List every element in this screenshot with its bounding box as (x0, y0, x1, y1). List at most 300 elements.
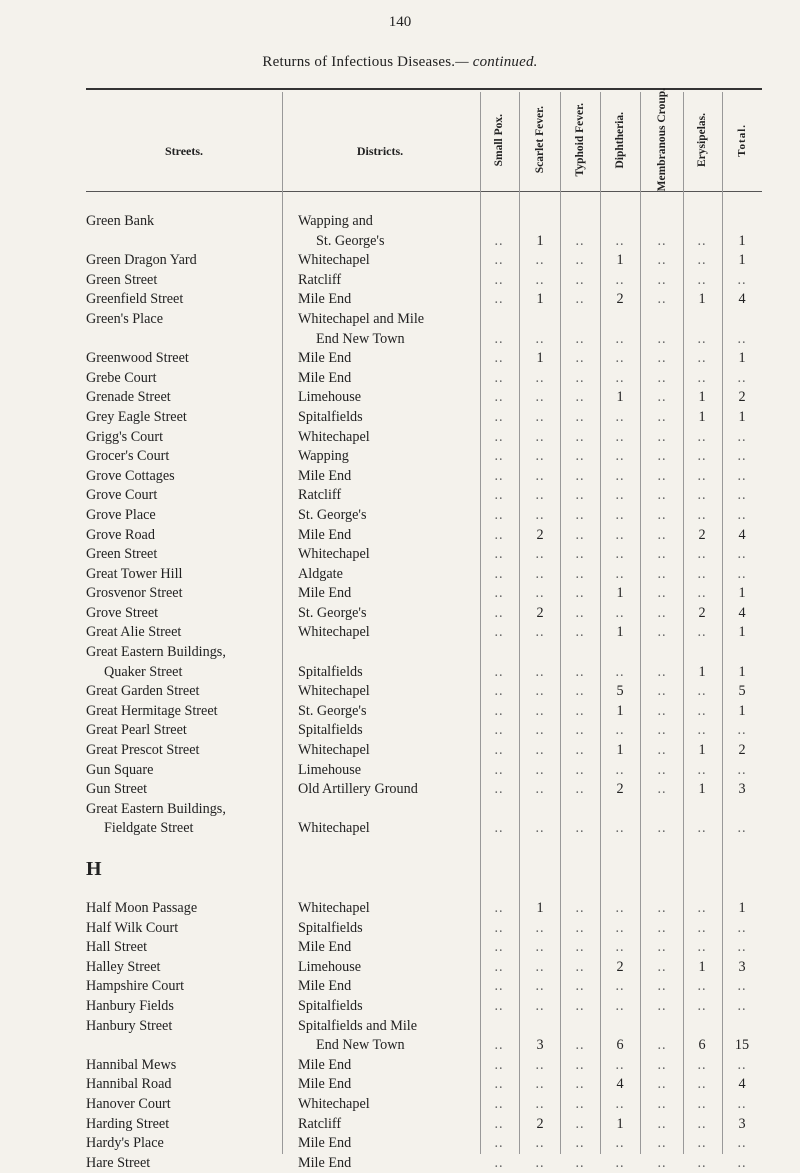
membranous-croup-cell: .. (657, 742, 667, 759)
typhoid-fever-cell: .. (575, 1154, 585, 1171)
district-name: Mile End (298, 467, 352, 484)
small-pox-cell: .. (494, 271, 504, 288)
membranous-croup-cell: .. (657, 1095, 667, 1112)
small-pox-cell: .. (494, 663, 504, 680)
diphtheria-cell: 2 (616, 781, 624, 798)
table-row (0, 1154, 800, 1173)
small-pox-cell: .. (494, 448, 504, 465)
district-name: Mile End (298, 939, 352, 956)
membranous-croup-cell: .. (657, 820, 667, 837)
small-pox-cell: .. (494, 604, 504, 621)
district-name: Mile End (298, 1135, 352, 1152)
district-name: Whitechapel (298, 1095, 370, 1112)
small-pox-cell: .. (494, 546, 504, 563)
small-pox-cell: .. (494, 1154, 504, 1171)
erysipelas-cell: .. (697, 350, 707, 367)
typhoid-fever-cell: .. (575, 958, 585, 975)
header-streets: Streets. (164, 144, 204, 158)
district-name: Spitalfields (298, 722, 363, 739)
street-name: Hanbury Street (86, 1017, 173, 1034)
district-name: St. George's (298, 506, 367, 523)
total-cell: 3 (738, 958, 746, 975)
street-name: Grebe Court (86, 369, 157, 386)
membranous-croup-cell: .. (657, 939, 667, 956)
diphtheria-cell: .. (615, 487, 625, 504)
scarlet-fever-cell: 3 (536, 1037, 544, 1054)
street-name: Half Wilk Court (86, 919, 179, 936)
small-pox-cell: .. (494, 330, 504, 347)
header-membranous-croup-label: Membranous Croup. (656, 88, 668, 192)
street-name: Grenade Street (86, 389, 171, 406)
membranous-croup-cell: .. (657, 1154, 667, 1171)
scarlet-fever-cell: .. (535, 389, 545, 406)
small-pox-cell: .. (494, 408, 504, 425)
street-name: Gun Street (86, 781, 148, 798)
erysipelas-cell: .. (697, 1056, 707, 1073)
scarlet-fever-cell: .. (535, 1135, 545, 1152)
small-pox-cell: .. (494, 369, 504, 386)
street-name: Grove Road (86, 526, 155, 543)
scarlet-fever-cell: .. (535, 565, 545, 582)
district-name: Mile End (298, 978, 352, 995)
header-membranous-croup (642, 88, 682, 192)
diphtheria-cell: .. (615, 271, 625, 288)
table-row (0, 1075, 800, 1095)
membranous-croup-cell: .. (657, 546, 667, 563)
erysipelas-cell: .. (697, 506, 707, 523)
scarlet-fever-cell: .. (535, 742, 545, 759)
district-name: Whitechapel and Mile (298, 310, 425, 327)
total-cell: 4 (738, 604, 746, 621)
header-diphtheria-label: Diphtheria. (614, 111, 626, 169)
erysipelas-cell: .. (697, 997, 707, 1014)
table-row (0, 682, 800, 702)
typhoid-fever-cell: .. (575, 232, 585, 249)
membranous-croup-cell: .. (657, 624, 667, 641)
diphtheria-cell: 1 (616, 389, 624, 406)
street-name: Hanover Court (86, 1095, 171, 1112)
small-pox-cell: .. (494, 467, 504, 484)
membranous-croup-cell: .. (657, 683, 667, 700)
table-row (0, 1056, 800, 1076)
scarlet-fever-cell: .. (535, 428, 545, 445)
table-row (0, 958, 800, 978)
header-diphtheria (600, 94, 640, 186)
total-cell: 1 (738, 232, 746, 249)
street-name: Great Prescot Street (86, 742, 200, 759)
district-name: Mile End (298, 1154, 352, 1171)
page-title (0, 54, 800, 71)
scarlet-fever-cell: .. (535, 467, 545, 484)
street-name: Hare Street (86, 1154, 151, 1171)
erysipelas-cell: 1 (698, 781, 706, 798)
total-cell: 15 (734, 1037, 750, 1054)
table-row (0, 800, 800, 839)
diphtheria-cell: .. (615, 448, 625, 465)
typhoid-fever-cell: .. (575, 624, 585, 641)
erysipelas-cell: .. (697, 448, 707, 465)
membranous-croup-cell: .. (657, 350, 667, 367)
header-typhoid-fever-label: Typhoid Fever. (574, 103, 586, 177)
district-name: Ratcliff (298, 271, 342, 288)
scarlet-fever-cell: 1 (536, 232, 544, 249)
membranous-croup-cell: .. (657, 369, 667, 386)
membranous-croup-cell: .. (657, 232, 667, 249)
table-row (0, 623, 800, 643)
membranous-croup-cell: .. (657, 1037, 667, 1054)
membranous-croup-cell: .. (657, 781, 667, 798)
scarlet-fever-cell: .. (535, 330, 545, 347)
diphtheria-cell: .. (615, 939, 625, 956)
erysipelas-cell: .. (697, 761, 707, 778)
total-cell: .. (737, 919, 747, 936)
district-name: Whitechapel (298, 900, 370, 916)
street-name: Greenfield Street (86, 291, 184, 308)
diphtheria-cell: 5 (616, 683, 624, 700)
district-name: Spitalfields and Mile (298, 1017, 418, 1034)
scarlet-fever-cell: .. (535, 448, 545, 465)
district-name: Spitalfields (298, 408, 363, 425)
table-row (0, 212, 800, 251)
total-cell: .. (737, 330, 747, 347)
table-row (0, 702, 800, 722)
table-row (0, 1115, 800, 1135)
district-name: Limehouse (298, 389, 362, 406)
header-scarlet-fever-label: Scarlet Fever. (534, 106, 546, 174)
diphtheria-cell: .. (615, 997, 625, 1014)
district-name: Ratcliff (298, 487, 342, 504)
scarlet-fever-cell: .. (535, 939, 545, 956)
erysipelas-cell: 6 (698, 1037, 706, 1054)
scarlet-fever-cell: .. (535, 978, 545, 995)
district-name: St. George's (298, 604, 367, 621)
scarlet-fever-cell: .. (535, 624, 545, 641)
typhoid-fever-cell: .. (575, 350, 585, 367)
diphtheria-cell: .. (615, 722, 625, 739)
total-cell: .. (737, 761, 747, 778)
small-pox-cell: .. (494, 781, 504, 798)
diphtheria-cell: .. (615, 330, 625, 347)
small-pox-cell: .. (494, 1135, 504, 1152)
table-row (0, 977, 800, 997)
small-pox-cell: .. (494, 958, 504, 975)
typhoid-fever-cell: .. (575, 526, 585, 543)
district-name: Whitechapel (298, 428, 370, 445)
street-name: Halley Street (86, 958, 161, 975)
small-pox-cell: .. (494, 526, 504, 543)
total-cell: .. (737, 997, 747, 1014)
diphtheria-cell: 1 (616, 624, 624, 641)
street-name: Gun Square (86, 761, 154, 778)
street-name: Grosvenor Street (86, 585, 183, 602)
street-name: Grove Street (86, 604, 159, 621)
street-name: Grigg's Court (86, 428, 164, 445)
table-row (0, 741, 800, 761)
typhoid-fever-cell: .. (575, 683, 585, 700)
district-name: Wapping and (298, 213, 373, 229)
small-pox-cell: .. (494, 820, 504, 837)
erysipelas-cell: .. (697, 683, 707, 700)
small-pox-cell: .. (494, 919, 504, 936)
small-pox-cell: .. (494, 585, 504, 602)
diphtheria-cell: .. (615, 1154, 625, 1171)
typhoid-fever-cell: .. (575, 1056, 585, 1073)
diphtheria-cell: 1 (616, 742, 624, 759)
membranous-croup-cell: .. (657, 330, 667, 347)
street-name: Greenwood Street (86, 350, 189, 367)
scarlet-fever-cell: .. (535, 781, 545, 798)
total-cell: .. (737, 1154, 747, 1171)
district-name: Ratcliff (298, 1115, 342, 1132)
scarlet-fever-cell: .. (535, 820, 545, 837)
district-name: St. George's (316, 232, 385, 249)
page-number: 140 (388, 14, 412, 30)
membranous-croup-cell: .. (657, 663, 667, 680)
total-cell: 1 (738, 350, 746, 367)
street-name: Hardy's Place (86, 1135, 164, 1152)
small-pox-cell: .. (494, 978, 504, 995)
erysipelas-cell: 1 (698, 958, 706, 975)
membranous-croup-cell: .. (657, 997, 667, 1014)
membranous-croup-cell: .. (657, 761, 667, 778)
scarlet-fever-cell: .. (535, 369, 545, 386)
diphtheria-cell: .. (615, 232, 625, 249)
total-cell: 1 (738, 408, 746, 425)
scarlet-fever-cell: .. (535, 702, 545, 719)
total-cell: .. (737, 939, 747, 956)
table-row (0, 761, 800, 781)
diphtheria-cell: 2 (616, 291, 624, 308)
street-name: Green Bank (86, 213, 155, 229)
small-pox-cell: .. (494, 1076, 504, 1093)
table-row (0, 486, 800, 506)
small-pox-cell: .. (494, 487, 504, 504)
typhoid-fever-cell: .. (575, 1115, 585, 1132)
header-erysipelas-label: Erysipelas. (696, 113, 708, 167)
header-erysipelas (682, 94, 722, 186)
table-row (0, 388, 800, 408)
erysipelas-cell: 1 (698, 291, 706, 308)
membranous-croup-cell: .. (657, 389, 667, 406)
erysipelas-cell: 1 (698, 663, 706, 680)
total-cell: 5 (738, 683, 746, 700)
total-cell: 4 (738, 526, 746, 543)
table-row (0, 271, 800, 291)
street-name: Half Moon Passage (86, 900, 198, 916)
table-row (0, 447, 800, 467)
total-cell: .. (737, 487, 747, 504)
small-pox-cell: .. (494, 761, 504, 778)
membranous-croup-cell: .. (657, 1076, 667, 1093)
table-body (0, 212, 800, 1173)
small-pox-cell: .. (494, 1095, 504, 1112)
title-continued: — continued. (455, 54, 538, 70)
table-row (0, 408, 800, 428)
membranous-croup-cell: .. (657, 252, 667, 269)
table-row (0, 780, 800, 800)
header-small-pox-label: Small Pox. (493, 113, 505, 167)
typhoid-fever-cell: .. (575, 487, 585, 504)
table-row (0, 526, 800, 546)
diphtheria-cell: 6 (616, 1037, 624, 1054)
erysipelas-cell: .. (697, 900, 707, 916)
total-cell: .. (737, 1056, 747, 1073)
total-cell: .. (737, 978, 747, 995)
table-row (0, 938, 800, 958)
table-row (0, 251, 800, 271)
total-cell: .. (737, 448, 747, 465)
street-name: Grove Court (86, 487, 158, 504)
erysipelas-cell: .. (697, 1095, 707, 1112)
table-row (0, 1095, 800, 1115)
table-row (0, 643, 800, 682)
erysipelas-cell: .. (697, 1154, 707, 1171)
street-name: Hanbury Fields (86, 997, 174, 1014)
membranous-croup-cell: .. (657, 271, 667, 288)
diphtheria-cell: .. (615, 369, 625, 386)
scarlet-fever-cell: 2 (536, 526, 544, 543)
erysipelas-cell: 1 (698, 408, 706, 425)
small-pox-cell: .. (494, 565, 504, 582)
small-pox-cell: .. (494, 683, 504, 700)
scarlet-fever-cell: .. (535, 919, 545, 936)
scarlet-fever-cell: .. (535, 487, 545, 504)
total-cell: 1 (738, 900, 746, 916)
scarlet-fever-cell: 2 (536, 604, 544, 621)
total-cell: 3 (738, 781, 746, 798)
header-total (722, 94, 762, 186)
total-cell: 3 (738, 1115, 746, 1132)
erysipelas-cell: .. (697, 252, 707, 269)
small-pox-cell: .. (494, 252, 504, 269)
small-pox-cell: .. (494, 624, 504, 641)
district-name: Limehouse (298, 761, 362, 778)
district-name: End New Town (316, 1037, 405, 1054)
erysipelas-cell: .. (697, 624, 707, 641)
total-cell: 4 (738, 1076, 746, 1093)
membranous-croup-cell: .. (657, 1056, 667, 1073)
header-scarlet-fever (520, 94, 560, 186)
membranous-croup-cell: .. (657, 291, 667, 308)
typhoid-fever-cell: .. (575, 330, 585, 347)
diphtheria-cell: .. (615, 506, 625, 523)
small-pox-cell: .. (494, 1115, 504, 1132)
typhoid-fever-cell: .. (575, 781, 585, 798)
small-pox-cell: .. (494, 350, 504, 367)
erysipelas-cell: .. (697, 1115, 707, 1132)
small-pox-cell: .. (494, 389, 504, 406)
table-row (0, 997, 800, 1017)
district-name: Spitalfields (298, 919, 363, 936)
scarlet-fever-cell: .. (535, 506, 545, 523)
street-name: Great Eastern Buildings, (86, 800, 226, 817)
typhoid-fever-cell: .. (575, 761, 585, 778)
membranous-croup-cell: .. (657, 565, 667, 582)
typhoid-fever-cell: .. (575, 252, 585, 269)
small-pox-cell: .. (494, 702, 504, 719)
typhoid-fever-cell: .. (575, 506, 585, 523)
scarlet-fever-cell: .. (535, 761, 545, 778)
typhoid-fever-cell: .. (575, 1076, 585, 1093)
table-row (0, 1017, 800, 1056)
district-name: Mile End (298, 1076, 352, 1093)
street-name: Hannibal Road (86, 1076, 172, 1093)
total-cell: .. (737, 565, 747, 582)
typhoid-fever-cell: .. (575, 722, 585, 739)
street-name: Green's Place (86, 310, 164, 327)
small-pox-cell: .. (494, 232, 504, 249)
total-cell: .. (737, 271, 747, 288)
diphtheria-cell: .. (615, 919, 625, 936)
small-pox-cell: .. (494, 506, 504, 523)
typhoid-fever-cell: .. (575, 604, 585, 621)
diphtheria-cell: .. (615, 408, 625, 425)
street-name: Great Pearl Street (86, 722, 187, 739)
scarlet-fever-cell: .. (535, 252, 545, 269)
typhoid-fever-cell: .. (575, 389, 585, 406)
membranous-croup-cell: .. (657, 958, 667, 975)
membranous-croup-cell: .. (657, 919, 667, 936)
scarlet-fever-cell: .. (535, 1056, 545, 1073)
scarlet-fever-cell: .. (535, 958, 545, 975)
total-cell: 4 (738, 291, 746, 308)
membranous-croup-cell: .. (657, 1135, 667, 1152)
diphtheria-cell: .. (615, 663, 625, 680)
diphtheria-cell: .. (615, 1135, 625, 1152)
street-name: Great Tower Hill (86, 565, 183, 582)
street-name: Grove Place (86, 506, 156, 523)
scarlet-fever-cell: .. (535, 271, 545, 288)
scarlet-fever-cell: .. (535, 1076, 545, 1093)
district-name: Old Artillery Ground (298, 781, 418, 798)
typhoid-fever-cell: .. (575, 428, 585, 445)
typhoid-fever-cell: .. (575, 448, 585, 465)
district-name: Spitalfields (298, 997, 363, 1014)
total-cell: 2 (738, 742, 746, 759)
header-typhoid-fever (560, 94, 600, 186)
district-name: Mile End (298, 1056, 352, 1073)
erysipelas-cell: .. (697, 820, 707, 837)
membranous-croup-cell: .. (657, 506, 667, 523)
typhoid-fever-cell: .. (575, 546, 585, 563)
scarlet-fever-cell: 1 (536, 291, 544, 308)
district-name: Spitalfields (298, 663, 363, 680)
total-cell: .. (737, 820, 747, 837)
membranous-croup-cell: .. (657, 487, 667, 504)
small-pox-cell: .. (494, 1056, 504, 1073)
typhoid-fever-cell: .. (575, 291, 585, 308)
header-small-pox (479, 94, 519, 186)
street-name: Great Alie Street (86, 624, 182, 641)
membranous-croup-cell: .. (657, 585, 667, 602)
total-cell: 1 (738, 252, 746, 269)
total-cell: 1 (738, 702, 746, 719)
typhoid-fever-cell: .. (575, 1135, 585, 1152)
membranous-croup-cell: .. (657, 467, 667, 484)
district-name: Whitechapel (298, 624, 370, 641)
erysipelas-cell: .. (697, 369, 707, 386)
erysipelas-cell: .. (697, 939, 707, 956)
scarlet-fever-cell: .. (535, 1095, 545, 1112)
diphtheria-cell: .. (615, 565, 625, 582)
total-cell: .. (737, 467, 747, 484)
membranous-croup-cell: .. (657, 448, 667, 465)
district-name: Wapping (298, 448, 349, 465)
membranous-croup-cell: .. (657, 900, 667, 916)
typhoid-fever-cell: .. (575, 271, 585, 288)
diphtheria-cell: 2 (616, 958, 624, 975)
table-row (0, 721, 800, 741)
